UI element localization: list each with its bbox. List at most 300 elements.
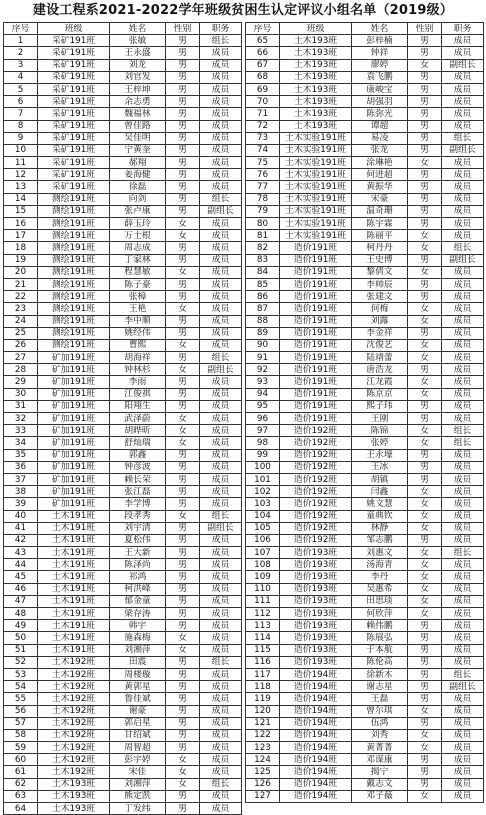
cell-gender: 女 — [166, 413, 200, 425]
cell-gender: 女 — [408, 157, 442, 169]
cell-name: 熊定凯 — [110, 790, 166, 802]
table-row — [4, 681, 242, 693]
header-role: 职务 — [442, 23, 484, 35]
cell-name: 何欣萍 — [352, 608, 408, 620]
table-row — [4, 632, 242, 644]
table-row — [246, 339, 484, 351]
cell-role: 成员 — [442, 413, 484, 425]
cell-index: 74 — [246, 144, 280, 156]
cell-role: 成员 — [442, 352, 484, 364]
cell-class: 土木191班 — [38, 608, 110, 620]
cell-index: 110 — [246, 583, 280, 595]
table-row — [4, 449, 242, 461]
cell-class: 矿加191班 — [38, 352, 110, 364]
cell-index: 98 — [246, 437, 280, 449]
table-header-row — [4, 23, 242, 35]
table-row — [246, 473, 484, 485]
cell-name: 周志成 — [110, 242, 166, 254]
cell-index: 111 — [246, 595, 280, 607]
table-row — [246, 108, 484, 120]
cell-role: 成员 — [200, 266, 242, 278]
table-row — [246, 790, 484, 802]
cell-index: 45 — [4, 571, 38, 583]
cell-name: 曾佳路 — [110, 120, 166, 132]
cell-role: 组长 — [200, 656, 242, 668]
cell-role: 成员 — [442, 120, 484, 132]
cell-name: 曹熙 — [110, 339, 166, 351]
cell-gender: 男 — [408, 218, 442, 230]
cell-name: 程慧敏 — [110, 266, 166, 278]
cell-gender: 女 — [408, 388, 442, 400]
cell-name: 唐浩龙 — [352, 364, 408, 376]
cell-class: 造价191班 — [280, 376, 352, 388]
cell-role: 成员 — [442, 327, 484, 339]
cell-class: 采矿191班 — [38, 108, 110, 120]
cell-name: 温奇珊 — [352, 205, 408, 217]
cell-gender: 男 — [166, 522, 200, 534]
cell-index: 30 — [4, 388, 38, 400]
cell-role: 成员 — [442, 486, 484, 498]
header-role: 职务 — [200, 23, 242, 35]
cell-gender: 男 — [408, 291, 442, 303]
cell-role: 成员 — [442, 534, 484, 546]
cell-role: 成员 — [442, 705, 484, 717]
cell-class: 造价192班 — [280, 437, 352, 449]
cell-class: 造价193班 — [280, 632, 352, 644]
cell-role: 组长 — [442, 425, 484, 437]
cell-index: 37 — [4, 473, 38, 485]
cell-role: 成员 — [200, 437, 242, 449]
cell-index: 75 — [246, 157, 280, 169]
cell-index: 80 — [246, 218, 280, 230]
cell-name: 胡海祥 — [110, 352, 166, 364]
cell-index: 100 — [246, 461, 280, 473]
cell-name: 于本航 — [352, 644, 408, 656]
cell-class: 矿加191班 — [38, 449, 110, 461]
cell-gender: 男 — [408, 35, 442, 47]
table-row — [246, 303, 484, 315]
cell-class: 土木191班 — [38, 559, 110, 571]
table-row — [4, 693, 242, 705]
cell-index: 26 — [4, 339, 38, 351]
cell-index: 85 — [246, 278, 280, 290]
cell-class: 造价193班 — [280, 644, 352, 656]
cell-role: 成员 — [200, 144, 242, 156]
cell-role: 成员 — [442, 461, 484, 473]
cell-gender: 男 — [408, 656, 442, 668]
cell-gender: 男 — [166, 83, 200, 95]
cell-index: 72 — [246, 120, 280, 132]
cell-index: 88 — [246, 315, 280, 327]
header-gender: 性别 — [166, 23, 200, 35]
cell-class: 造价191班 — [280, 291, 352, 303]
cell-gender: 男 — [166, 790, 200, 802]
cell-gender: 男 — [166, 717, 200, 729]
cell-role: 组长 — [442, 547, 484, 559]
cell-index: 76 — [246, 169, 280, 181]
cell-name: 刘秀 — [352, 729, 408, 741]
table-row — [246, 47, 484, 59]
table-row — [4, 71, 242, 83]
table-row — [4, 559, 242, 571]
cell-class: 土木192班 — [38, 754, 110, 766]
cell-role: 成员 — [442, 644, 484, 656]
table-row — [4, 400, 242, 412]
cell-name: 胡晔昕 — [110, 425, 166, 437]
cell-gender: 女 — [166, 778, 200, 790]
table-row — [246, 327, 484, 339]
table-row — [4, 705, 242, 717]
cell-name: 王艳 — [110, 303, 166, 315]
cell-role: 成员 — [442, 449, 484, 461]
table-row — [4, 83, 242, 95]
cell-gender: 男 — [166, 278, 200, 290]
cell-role: 成员 — [200, 608, 242, 620]
cell-class: 采矿191班 — [38, 157, 110, 169]
cell-gender: 女 — [166, 766, 200, 778]
cell-gender: 男 — [408, 47, 442, 59]
cell-index: 126 — [246, 778, 280, 790]
cell-class: 土木193班 — [280, 59, 352, 71]
cell-index: 34 — [4, 437, 38, 449]
cell-role: 成员 — [442, 754, 484, 766]
cell-index: 125 — [246, 766, 280, 778]
cell-gender: 男 — [166, 449, 200, 461]
cell-class: 土木实验191班 — [280, 132, 352, 144]
cell-role: 成员 — [442, 193, 484, 205]
cell-class: 造价194班 — [280, 790, 352, 802]
cell-class: 矿加191班 — [38, 425, 110, 437]
cell-index: 96 — [246, 413, 280, 425]
table-row — [246, 547, 484, 559]
cell-role: 成员 — [200, 461, 242, 473]
cell-index: 21 — [4, 278, 38, 290]
cell-gender: 男 — [166, 169, 200, 181]
cell-role: 成员 — [442, 278, 484, 290]
cell-index: 89 — [246, 327, 280, 339]
cell-role: 组长 — [200, 352, 242, 364]
cell-role: 组长 — [442, 437, 484, 449]
cell-name: 曾尔琪 — [352, 705, 408, 717]
cell-name: 邹志鹏 — [352, 534, 408, 546]
cell-name: 袁飞鹏 — [352, 71, 408, 83]
cell-role: 成员 — [200, 400, 242, 412]
cell-name: 张建文 — [352, 291, 408, 303]
cell-index: 81 — [246, 230, 280, 242]
table-row — [4, 388, 242, 400]
cell-index: 35 — [4, 449, 38, 461]
cell-name: 康峻宝 — [352, 83, 408, 95]
cell-index: 38 — [4, 486, 38, 498]
cell-class: 土木192班 — [38, 705, 110, 717]
cell-role: 成员 — [442, 108, 484, 120]
cell-index: 12 — [4, 169, 38, 181]
cell-class: 土木192班 — [38, 717, 110, 729]
cell-gender: 男 — [166, 559, 200, 571]
cell-index: 40 — [4, 510, 38, 522]
cell-role: 成员 — [442, 388, 484, 400]
cell-gender: 男 — [408, 71, 442, 83]
header-name: 姓名 — [110, 23, 166, 35]
cell-gender: 男 — [166, 803, 200, 815]
cell-class: 土木193班 — [38, 790, 110, 802]
cell-class: 造价194班 — [280, 778, 352, 790]
table-row — [246, 96, 484, 108]
cell-role: 成员 — [442, 559, 484, 571]
cell-name: 徐磊 — [110, 181, 166, 193]
cell-gender: 男 — [408, 461, 442, 473]
table-row — [4, 364, 242, 376]
cell-role: 副组长 — [200, 522, 242, 534]
cell-gender: 男 — [408, 181, 442, 193]
table-row — [4, 583, 242, 595]
cell-class: 采矿191班 — [38, 83, 110, 95]
cell-gender: 女 — [166, 425, 200, 437]
cell-index: 124 — [246, 754, 280, 766]
cell-index: 31 — [4, 400, 38, 412]
table-row — [246, 388, 484, 400]
cell-class: 造价191班 — [280, 278, 352, 290]
cell-class: 土木193班 — [280, 71, 352, 83]
table-row — [246, 169, 484, 181]
cell-index: 118 — [246, 681, 280, 693]
cell-gender: 女 — [166, 754, 200, 766]
table-row — [4, 35, 242, 47]
cell-role: 成员 — [200, 315, 242, 327]
cell-gender: 男 — [408, 632, 442, 644]
cell-gender: 男 — [166, 571, 200, 583]
cell-name: 田思琰 — [352, 595, 408, 607]
cell-role: 成员 — [200, 339, 242, 351]
cell-gender: 男 — [166, 181, 200, 193]
table-row — [246, 400, 484, 412]
cell-role: 成员 — [442, 522, 484, 534]
cell-index: 79 — [246, 205, 280, 217]
cell-role: 成员 — [442, 693, 484, 705]
cell-name: 彭宇婷 — [110, 754, 166, 766]
cell-name: 林静 — [352, 522, 408, 534]
cell-gender: 女 — [408, 510, 442, 522]
cell-gender: 男 — [166, 132, 200, 144]
cell-class: 土木191班 — [38, 522, 110, 534]
cell-role: 成员 — [442, 632, 484, 644]
cell-role: 成员 — [442, 790, 484, 802]
cell-gender: 男 — [408, 144, 442, 156]
cell-index: 15 — [4, 205, 38, 217]
cell-role: 成员 — [442, 742, 484, 754]
table-row — [4, 803, 242, 815]
cell-class: 造价192班 — [280, 449, 352, 461]
table-row — [4, 498, 242, 510]
cell-role: 成员 — [200, 242, 242, 254]
cell-class: 测绘191班 — [38, 254, 110, 266]
cell-index: 90 — [246, 339, 280, 351]
cell-name: 刘龙 — [110, 59, 166, 71]
cell-class: 土木191班 — [38, 547, 110, 559]
cell-role: 成员 — [200, 376, 242, 388]
cell-class: 测绘191班 — [38, 303, 110, 315]
table-row — [246, 254, 484, 266]
cell-role: 成员 — [200, 547, 242, 559]
cell-class: 测绘191班 — [38, 218, 110, 230]
cell-role: 成员 — [442, 218, 484, 230]
cell-gender: 女 — [166, 632, 200, 644]
table-row — [246, 705, 484, 717]
cell-index: 114 — [246, 632, 280, 644]
cell-index: 16 — [4, 218, 38, 230]
cell-role: 成员 — [442, 339, 484, 351]
cell-role: 成员 — [442, 473, 484, 485]
cell-index: 51 — [4, 644, 38, 656]
table-row — [4, 656, 242, 668]
cell-class: 土木191班 — [38, 644, 110, 656]
cell-name: 郭鑫 — [110, 449, 166, 461]
cell-role: 成员 — [442, 400, 484, 412]
cell-gender: 男 — [166, 681, 200, 693]
table-row — [246, 315, 484, 327]
cell-gender: 男 — [408, 681, 442, 693]
cell-class: 造价191班 — [280, 339, 352, 351]
cell-class: 土木191班 — [38, 583, 110, 595]
cell-class: 造价193班 — [280, 595, 352, 607]
cell-name: 钟林杉 — [110, 364, 166, 376]
cell-name: 张敏 — [110, 35, 166, 47]
cell-gender: 男 — [166, 157, 200, 169]
table-row — [246, 608, 484, 620]
cell-index: 10 — [4, 144, 38, 156]
cell-name: 陈伦高 — [352, 656, 408, 668]
cell-class: 土木193班 — [38, 778, 110, 790]
cell-role: 成员 — [200, 181, 242, 193]
cell-index: 62 — [4, 778, 38, 790]
cell-role: 成员 — [442, 510, 484, 522]
cell-index: 112 — [246, 608, 280, 620]
table-row — [246, 742, 484, 754]
cell-index: 117 — [246, 668, 280, 680]
cell-class: 造价192班 — [280, 498, 352, 510]
cell-name: 宋豪 — [352, 193, 408, 205]
header-class: 班级 — [38, 23, 110, 35]
cell-name: 熙子玮 — [352, 400, 408, 412]
cell-index: 27 — [4, 352, 38, 364]
cell-index: 29 — [4, 376, 38, 388]
cell-class: 土木实验191班 — [280, 205, 352, 217]
cell-gender: 男 — [408, 327, 442, 339]
cell-role: 组长 — [200, 193, 242, 205]
cell-gender: 女 — [408, 742, 442, 754]
cell-gender: 男 — [166, 205, 200, 217]
cell-gender: 男 — [166, 498, 200, 510]
cell-gender: 男 — [166, 693, 200, 705]
cell-name: 王永壕 — [352, 449, 408, 461]
table-row — [246, 644, 484, 656]
cell-gender: 男 — [166, 71, 200, 83]
cell-name: 田震 — [110, 656, 166, 668]
cell-gender: 男 — [408, 96, 442, 108]
cell-name: 甘绍斌 — [110, 729, 166, 741]
table-row — [4, 157, 242, 169]
cell-gender: 男 — [166, 315, 200, 327]
cell-name: 陈锦 — [352, 425, 408, 437]
cell-index: 86 — [246, 291, 280, 303]
cell-name: 张樟 — [110, 291, 166, 303]
cell-index: 104 — [246, 510, 280, 522]
cell-name: 施森梅 — [110, 632, 166, 644]
cell-class: 土木192班 — [38, 766, 110, 778]
table-row — [246, 59, 484, 71]
cell-class: 造价191班 — [280, 327, 352, 339]
cell-name: 王磊 — [352, 693, 408, 705]
cell-name: 魏福林 — [110, 108, 166, 120]
cell-name: 姚经伟 — [110, 327, 166, 339]
cell-gender: 男 — [408, 766, 442, 778]
cell-index: 101 — [246, 473, 280, 485]
table-row — [246, 230, 484, 242]
table-row — [246, 193, 484, 205]
cell-role: 成员 — [200, 632, 242, 644]
cell-name: 吴惠希 — [352, 583, 408, 595]
cell-gender: 男 — [166, 327, 200, 339]
cell-role: 成员 — [200, 413, 242, 425]
cell-gender: 女 — [408, 571, 442, 583]
cell-index: 77 — [246, 181, 280, 193]
cell-class: 造价192班 — [280, 486, 352, 498]
cell-role: 成员 — [200, 254, 242, 266]
cell-class: 矿加191班 — [38, 498, 110, 510]
cell-index: 71 — [246, 108, 280, 120]
cell-class: 测绘191班 — [38, 327, 110, 339]
cell-index: 28 — [4, 364, 38, 376]
table-row — [4, 303, 242, 315]
cell-index: 54 — [4, 681, 38, 693]
cell-name: 梁存涛 — [110, 608, 166, 620]
cell-class: 矿加191班 — [38, 413, 110, 425]
cell-class: 造价192班 — [280, 473, 352, 485]
table-row — [4, 339, 242, 351]
cell-index: 22 — [4, 291, 38, 303]
cell-role: 成员 — [442, 620, 484, 632]
table-row — [4, 413, 242, 425]
cell-class: 造价194班 — [280, 717, 352, 729]
table-row — [246, 754, 484, 766]
cell-class: 矿加191班 — [38, 388, 110, 400]
cell-name: 戴志文 — [352, 778, 408, 790]
cell-index: 102 — [246, 486, 280, 498]
table-row — [246, 717, 484, 729]
cell-class: 采矿191班 — [38, 181, 110, 193]
header-index: 序号 — [4, 23, 38, 35]
cell-name: 韩宇 — [110, 620, 166, 632]
cell-gender: 男 — [166, 595, 200, 607]
cell-class: 土木191班 — [38, 595, 110, 607]
cell-class: 土木192班 — [38, 656, 110, 668]
cell-role: 组长 — [442, 242, 484, 254]
cell-gender: 男 — [408, 620, 442, 632]
table-row — [246, 352, 484, 364]
cell-role: 成员 — [200, 108, 242, 120]
cell-class: 造价191班 — [280, 242, 352, 254]
cell-index: 58 — [4, 729, 38, 741]
cell-class: 土木193班 — [280, 47, 352, 59]
cell-name: 王史博 — [352, 254, 408, 266]
table-row — [246, 729, 484, 741]
cell-role: 成员 — [442, 205, 484, 217]
cell-index: 65 — [246, 35, 280, 47]
table-row — [246, 242, 484, 254]
table-row — [246, 486, 484, 498]
cell-role: 成员 — [442, 498, 484, 510]
cell-gender: 男 — [166, 534, 200, 546]
